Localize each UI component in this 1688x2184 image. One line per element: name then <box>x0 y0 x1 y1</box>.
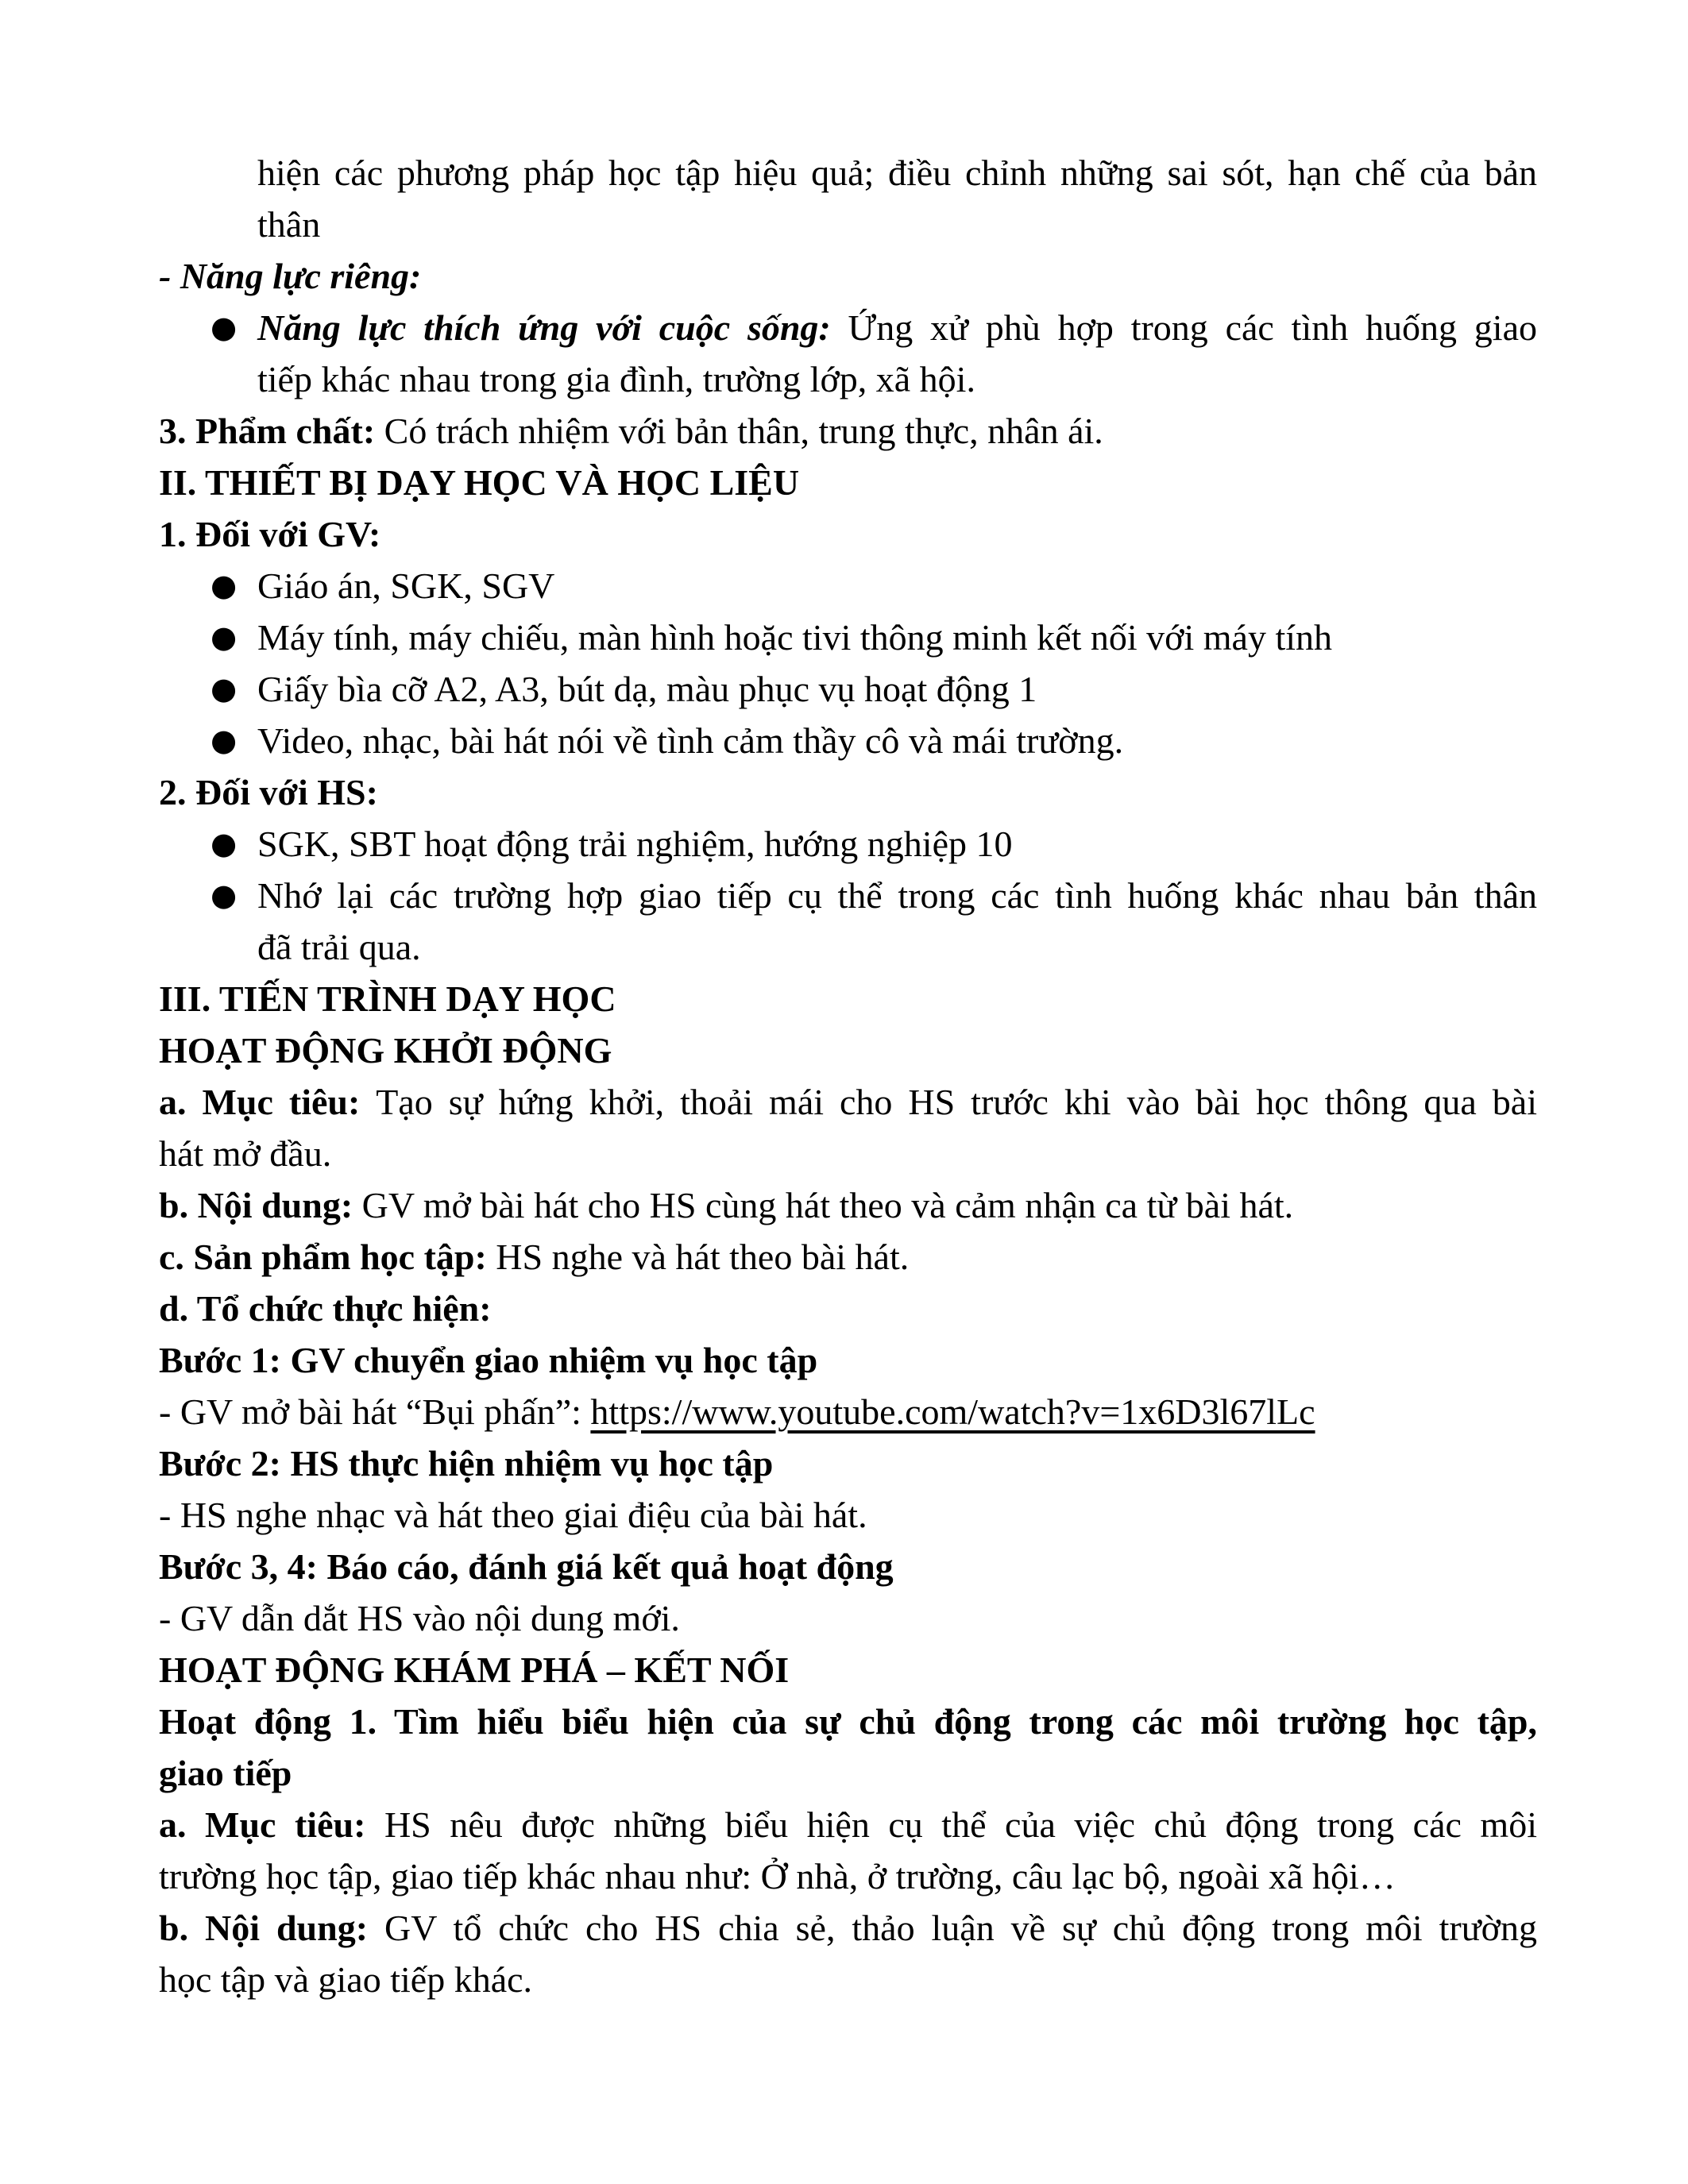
bullet-icon: ● <box>211 619 238 654</box>
text-segment: II. THIẾT BỊ DẠY HỌC VÀ HỌC LIỆU <box>159 462 800 503</box>
text-segment: d. Tổ chức thực hiện: <box>159 1288 492 1329</box>
text-segment: - HS nghe nhạc và hát theo giai điệu của bài hát. <box>159 1495 867 1535</box>
text-segment: Hoạt động 1. Tìm hiểu biểu hiện của sự chủ động trong các môi trường học tập, <box>159 1701 1537 1742</box>
bullet-icon: ● <box>211 310 238 345</box>
paragraph-line <box>159 1954 1537 2005</box>
text-segment: Nhớ lại các trường hợp giao tiếp cụ thể trong các tình huống khác nhau bản thân <box>257 875 1537 916</box>
text-segment: Video, nhạc, bài hát nói về tình cảm thầy cô và mái trường. <box>257 720 1124 761</box>
bullet-item <box>159 612 1537 663</box>
paragraph-link-line <box>159 1386 1537 1437</box>
text-segment: Bước 2: HS thực hiện nhiệm vụ học tập <box>159 1443 774 1484</box>
text-segment: GV mở bài hát cho HS cùng hát theo và cảm nhận ca từ bài hát. <box>361 1185 1294 1225</box>
text-segment: tiếp khác nhau trong gia đình, trường lớp, xã hội. <box>257 359 975 399</box>
text-segment: Bước 1: GV chuyển giao nhiệm vụ học tập <box>159 1340 818 1380</box>
text-segment: trường học tập, giao tiếp khác nhau như: Ở nhà, ở trường, câu lạc bộ, ngoài xã hội… <box>159 1856 1396 1897</box>
bullet-icon: ● <box>211 723 238 758</box>
paragraph-noi-dung <box>159 1179 1537 1231</box>
section-heading-ii <box>159 457 1537 508</box>
text-segment: GV tổ chức cho HS chia sẻ, thảo luận về sự chủ động trong môi trường <box>384 1908 1537 1948</box>
text-segment: Ứng xử phù hợp trong các tình huống giao <box>848 307 1537 348</box>
bullet-icon: ● <box>211 826 238 861</box>
paragraph-line <box>159 921 1537 973</box>
text-segment: 1. Đối với GV: <box>159 514 381 554</box>
text-segment: III. TIẾN TRÌNH DẠY HỌC <box>159 978 616 1019</box>
subheading-doi-voi-gv <box>159 508 1537 560</box>
bullet-item <box>159 663 1537 715</box>
text-segment: SGK, SBT hoạt động trải nghiệm, hướng nghiệp 10 <box>257 824 1013 864</box>
youtube-link[interactable]: https://www.youtube.com/watch?v=1x6D3l67lLc <box>590 1391 1315 1432</box>
bullet-icon: ● <box>211 671 238 706</box>
paragraph-to-chuc <box>159 1283 1537 1334</box>
paragraph-pham-chat <box>159 405 1537 457</box>
text-segment: hiện các phương pháp học tập hiệu quả; điều chỉnh những sai sót, hạn chế của bản <box>257 152 1537 193</box>
paragraph-line <box>159 1128 1537 1179</box>
text-segment: Bước 3, 4: Báo cáo, đánh giá kết quả hoạt động <box>159 1546 894 1587</box>
text-segment: - GV dẫn dắt HS vào nội dung mới. <box>159 1598 680 1638</box>
subheading-doi-voi-hs <box>159 766 1537 818</box>
heading-hoat-dong-khoi-dong <box>159 1024 1537 1076</box>
bold-label: a. Mục tiêu: <box>159 1804 384 1845</box>
paragraph-line <box>159 199 1537 250</box>
paragraph-line <box>159 1850 1537 1902</box>
text-segment: Năng lực thích ứng với cuộc sống: <box>257 307 848 348</box>
paragraph-line <box>159 353 1537 405</box>
heading-buoc-1 <box>159 1334 1537 1386</box>
bullet-item <box>159 870 1537 921</box>
text-segment: Tạo sự hứng khởi, thoải mái cho HS trước khi vào bài học thông qua bài <box>376 1082 1537 1122</box>
paragraph-line <box>159 1592 1537 1644</box>
text-segment: đã trải qua. <box>257 927 421 967</box>
bullet-item <box>159 302 1537 353</box>
text-segment: HS nêu được những biểu hiện cụ thể của việc chủ động trong các môi <box>384 1804 1537 1845</box>
text-segment: Giáo án, SGK, SGV <box>257 565 555 606</box>
document-page <box>159 147 1537 2005</box>
paragraph-san-pham <box>159 1231 1537 1283</box>
heading-buoc-2 <box>159 1437 1537 1489</box>
text-segment: Giấy bìa cỡ A2, A3, bút dạ, màu phục vụ hoạt động 1 <box>257 669 1037 709</box>
bold-label: 3. Phẩm chất: <box>159 411 384 451</box>
text-segment: giao tiếp <box>159 1753 292 1793</box>
bullet-item <box>159 715 1537 766</box>
text-segment: Có trách nhiệm với bản thân, trung thực, nhân ái. <box>384 411 1103 451</box>
heading-hoat-dong-1 <box>159 1696 1537 1747</box>
paragraph-muc-tieu <box>159 1076 1537 1128</box>
section-heading-iii <box>159 973 1537 1024</box>
text-segment: HOẠT ĐỘNG KHỞI ĐỘNG <box>159 1030 612 1071</box>
text-segment: 2. Đối với HS: <box>159 772 378 812</box>
bold-label: b. Nội dung: <box>159 1908 384 1948</box>
text-segment: - Năng lực riêng: <box>159 256 422 296</box>
heading-hoat-dong-1-cont <box>159 1747 1537 1799</box>
text-segment: Máy tính, máy chiếu, màn hình hoặc tivi thông minh kết nối với máy tính <box>257 617 1333 658</box>
text-segment: HOẠT ĐỘNG KHÁM PHÁ – KẾT NỐI <box>159 1650 790 1690</box>
bold-label: c. Sản phẩm học tập: <box>159 1237 496 1277</box>
text-segment: HS nghe và hát theo bài hát. <box>496 1237 910 1277</box>
text-segment: - GV mở bài hát “Bụi phấn”: <box>159 1391 591 1432</box>
paragraph-noi-dung-2 <box>159 1902 1537 1954</box>
bullet-icon: ● <box>211 878 238 913</box>
text-segment: thân <box>257 204 321 245</box>
paragraph-line <box>159 147 1537 199</box>
paragraph-line <box>159 1489 1537 1541</box>
bold-label: b. Nội dung: <box>159 1185 362 1225</box>
bullet-item <box>159 818 1537 870</box>
bullet-icon: ● <box>211 568 238 603</box>
bullet-item <box>159 560 1537 612</box>
heading-kham-pha-ket-noi <box>159 1644 1537 1696</box>
bold-label: a. Mục tiêu: <box>159 1082 377 1122</box>
text-segment: hát mở đầu. <box>159 1133 332 1174</box>
paragraph-muc-tieu-2 <box>159 1799 1537 1850</box>
subheading-nang-luc-rieng <box>159 250 1537 302</box>
heading-buoc-3-4 <box>159 1541 1537 1592</box>
text-segment: học tập và giao tiếp khác. <box>159 1959 533 2000</box>
